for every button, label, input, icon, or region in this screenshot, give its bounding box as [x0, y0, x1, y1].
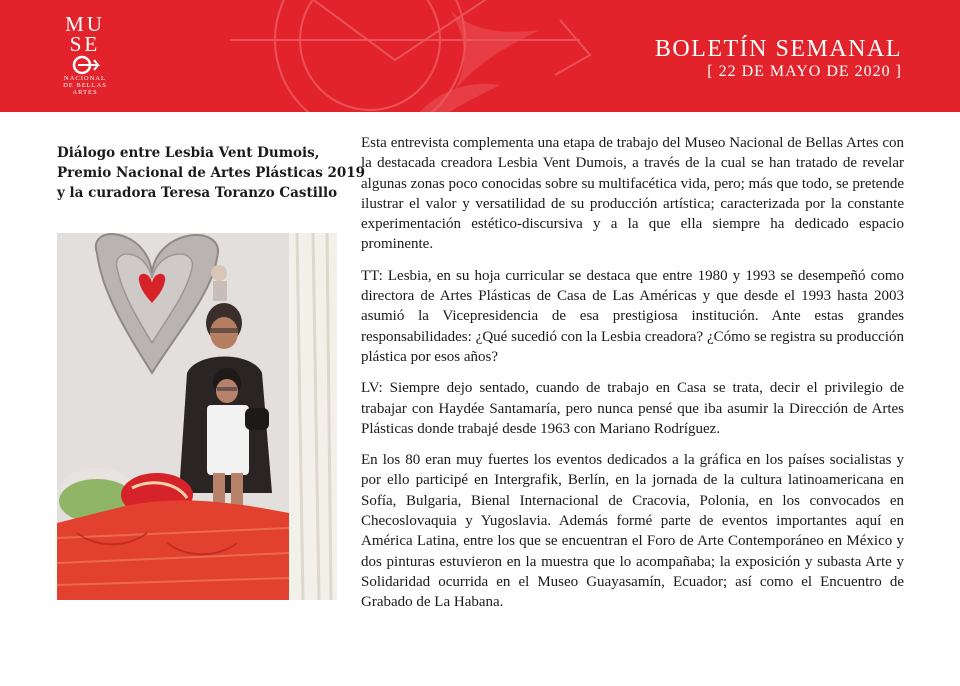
- logo-text-line1: MU: [65, 12, 105, 36]
- article-title-line: Diálogo entre Lesbia Vent Dumois,: [57, 145, 320, 161]
- paragraph-answer-1: LV: Siempre dejo sentado, cuando de trabajo en Casa se trata, decir el privilegio de trabajar con Haydée Santamaría, pero nunca pensé que iba asumir la Dirección de Artes Plásticas donde trabajé desde 1963 con Mariano Rodríguez.: [361, 380, 904, 437]
- bulletin-date: [ 22 DE MAYO DE 2020 ]: [707, 63, 902, 80]
- article-body: [361, 133, 904, 624]
- logo-text-line2: SE: [69, 32, 101, 56]
- paragraph-answer-2: En los 80 eran muy fuertes los eventos dedicados a la gráfica en los países socialistas y por ello participé en Intergrafik, Berlín, en la jornada de la cultura latinoamericana en Sofía, Bulgaria, Bienal Internacional de Cracovia, Polonia, en los convocados en Checoslovaquia y Yugoslavia. Además formé parte de eventos importantes aquí en América Latina, entre los que se encuentran el Foro de Arte Contemporáneo en México y dos pinturas estuvieron en la muestra que lo acompañaba; la exposición y subasta Arte y Solidaridad ocurrida en el Museo Guayasamín, Ecuador; así como el Encuentro de Grabado de La Habana.: [361, 452, 904, 611]
- photo-illustration: [57, 233, 337, 600]
- article-title-line: Premio Nacional de Artes Plásticas 2019: [57, 165, 366, 181]
- article-photo: [57, 233, 337, 600]
- logo-small-line3: ARTES: [72, 89, 98, 96]
- article-title: [57, 143, 366, 203]
- museum-logo[interactable]: [52, 14, 118, 100]
- logo-small-line2: DE BELLAS: [63, 82, 107, 89]
- paragraph-question: TT: Lesbia, en su hoja curricular se destaca que entre 1980 y 1993 se desempeñó como directora de Artes Plásticas de Casa de Las Américas y que desde el 1993 hasta 2003 asumió la Vicepresidencia de esa prestigiosa institución. Ante estas grandes responsabilidades: ¿Qué sucedió con la Lesbia creadora? ¿Cómo se registra su producción plástica por esos años?: [361, 267, 904, 365]
- article-title-line: y la curadora Teresa Toranzo Castillo: [57, 185, 338, 201]
- header-band: [0, 0, 960, 112]
- logo-small-line1: NACIONAL: [64, 75, 106, 82]
- logo-emblem-icon: [68, 55, 102, 75]
- bulletin-title: BOLETÍN SEMANAL: [654, 36, 902, 62]
- bulletin-heading: [655, 36, 902, 82]
- paragraph-intro: Esta entrevista complementa una etapa de trabajo del Museo Nacional de Bellas Artes con la destacada creadora Lesbia Vent Dumois, a través de la cual se han tratado de revelar algunas zonas poco conocidas sobre su multifacética vida, pero; más que todo, se pretende ilustrar el valor y versatilidad de su producción artística; caracterizada por la constante experimentación estético-discursiva y a la que ella siempre ha dedicado espacio prominente.: [361, 135, 904, 253]
